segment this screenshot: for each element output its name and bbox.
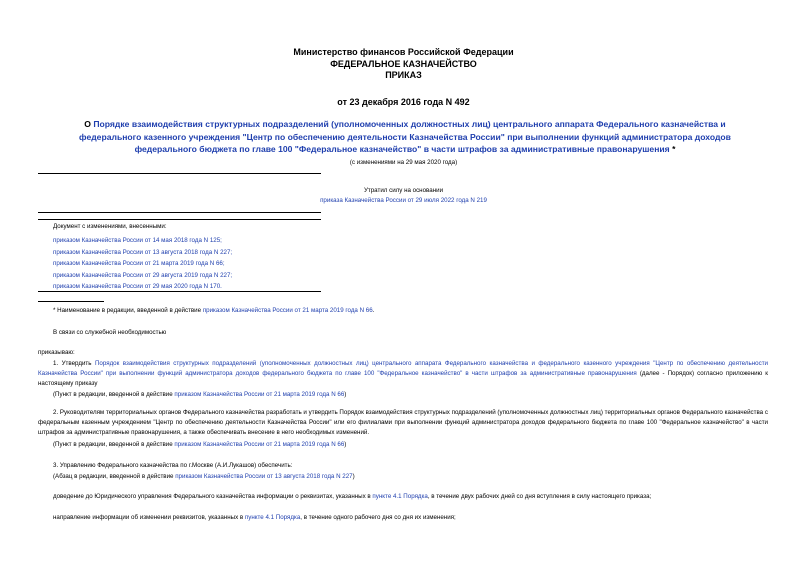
footnote-divider	[38, 301, 104, 302]
p1-start: 1. Утвердить	[53, 360, 95, 367]
p2-note-link[interactable]: приказом Казначейства России от 21 марта 2019 года N 66	[174, 441, 345, 448]
p1-note-link[interactable]: приказом Казначейства России от 21 марта 2019 года N 66	[174, 391, 345, 398]
title-link[interactable]: Порядке взаимодействия структурных подразделений (уполномоченных должностных лиц) центрального аппарата Федерального казначейства и федерального казенного учреждения "Центр по обеспечению деятельности Казначейства России" при выполнении функций администратора доходов федерального бюджета по главе 100 "Федеральное казначейство" в части штрафов за административные правонарушения	[79, 119, 731, 154]
document-header	[0, 46, 807, 70]
p1-note-start: (Пункт в редакции, введенной в действие	[53, 391, 175, 398]
p1-end: (далее - Порядок) согласно приложению к настоящему приказу	[38, 370, 768, 387]
p5-start: направление информации об изменении реквизитов, указанных в	[53, 514, 245, 521]
necessity-text: В связи со служебной необходимостью	[53, 329, 167, 336]
paragraph-1	[38, 359, 768, 389]
footnote-text: * Наименование в редакции, введенной в действие	[53, 307, 203, 314]
footnote-end: .	[372, 307, 375, 314]
void-link[interactable]: приказа Казначейства России от 29 июля 2022 года N 219	[320, 197, 487, 204]
footnote	[53, 306, 773, 316]
p3-note	[53, 472, 768, 482]
doc-type: ПРИКАЗ	[385, 70, 422, 80]
change-link[interactable]: приказом Казначейства России от 13 августа 2018 года N 227;	[53, 248, 233, 256]
void-text: Утратил силу на основании	[363, 187, 444, 194]
change-link[interactable]: приказом Казначейства России от 29 августа 2019 года N 227;	[53, 271, 233, 279]
p1-note	[53, 390, 768, 400]
paragraph-2: 2. Руководителям территориальных органов Федерального казначейства разработать и утвердить Порядок взаимодействия структурных подразделений (уполномоченных должностных лиц) территориальных органов Федерального казначейства с федеральным казенным учреждением "Центр по обеспечению деятельности Казначейства России" или его филиалами при выполнении функций администратора доходов федерального бюджета по главе 100 "Федеральное казначейство" в части штрафов за административные правонарушения, а также обеспечивать внесение в него необходимых изменений.	[38, 409, 768, 436]
p4-link[interactable]: пункте 4.1 Порядка	[372, 493, 428, 500]
amended-note: (с изменениями на 29 мая 2020 года)	[349, 159, 458, 166]
divider	[38, 219, 321, 220]
order-word: приказываю:	[38, 349, 75, 356]
p3-note-link[interactable]: приказом Казначейства России от 13 августа 2018 года N 227	[175, 473, 353, 480]
p4-end: , в течение двух рабочих дней со дня вступления в силу настоящего приказа;	[427, 493, 652, 500]
p2-note	[53, 440, 768, 450]
paragraph-3: 3. Управлению Федерального казначейства по г.Москве (А.И.Лукашов) обеспечить:	[53, 462, 293, 469]
p5-link[interactable]: пункте 4.1 Порядка	[244, 514, 301, 521]
paragraph-5	[53, 513, 768, 523]
agency-name: ФЕДЕРАЛЬНОЕ КАЗНАЧЕЙСТВО	[330, 59, 477, 69]
doc-title	[60, 118, 750, 156]
p1-link[interactable]: Порядок взаимодействия структурных подразделений (уполномоченных должностных лиц) центрального аппарата Федерального казначейства и федерального казенного учреждения "Центр по обеспечению деятельности Казначейства России" при выполнении функций администратора доходов федерального бюджета по главе 100 "Федеральное казначейство" в части штрафов за административные правонарушения	[38, 360, 768, 377]
ministry-name: Министерство финансов Российской Федерации	[293, 47, 514, 57]
title-prefix: О	[84, 119, 94, 129]
divider	[38, 291, 321, 292]
p1-note-end: )	[344, 391, 347, 398]
p3-note-start: (Абзац в редакции, введенной в действие	[53, 473, 176, 480]
paragraph-4	[53, 492, 768, 502]
footnote-link[interactable]: приказом Казначейства России от 21 марта 2019 года N 66	[202, 307, 373, 314]
change-link[interactable]: приказом Казначейства России от 29 мая 2020 года N 170.	[53, 283, 222, 290]
title-suffix: *	[669, 144, 676, 154]
p2-note-end: )	[344, 441, 347, 448]
divider	[38, 212, 321, 213]
p4-start: доведение до Юридического управления Федерального казначейства информации о реквизитах, указанных в	[53, 493, 373, 500]
change-link[interactable]: приказом Казначейства России от 14 мая 2018 года N 125;	[53, 237, 222, 244]
p2-note-start: (Пункт в редакции, введенной в действие	[53, 441, 175, 448]
p3-note-end: )	[352, 473, 355, 480]
doc-date: от 23 декабря 2016 года N 492	[337, 97, 470, 107]
change-link[interactable]: приказом Казначейства России от 21 марта 2019 года N 66;	[53, 260, 225, 267]
changes-intro: Документ с изменениями, внесенными:	[53, 223, 167, 230]
changes-block	[53, 222, 753, 293]
p5-end: , в течение одного рабочего дня со дня их изменения;	[300, 514, 456, 521]
divider	[38, 173, 321, 174]
